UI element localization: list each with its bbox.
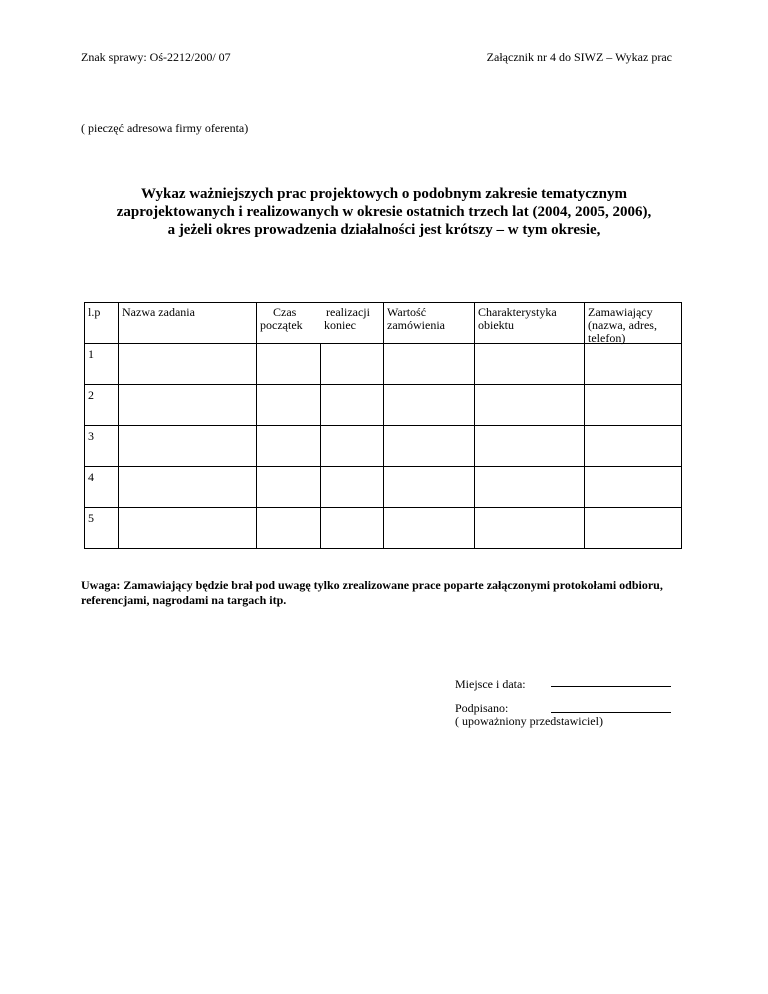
col-header-start: początek (260, 318, 303, 332)
col-header-task-name: Nazwa zadania (122, 305, 195, 319)
col-header-value (387, 306, 445, 332)
case-number: Znak sprawy: Oś-2212/200/ 07 (81, 50, 231, 64)
table-col-divider-time (320, 343, 321, 549)
attachment-label: Załącznik nr 4 do SIWZ – Wykaz prac (486, 50, 672, 64)
row-number: 4 (88, 470, 94, 484)
place-date-label: Miejsce i data: (455, 677, 526, 691)
col-header-char-line-2: obiektu (478, 318, 514, 332)
table-col-divider (118, 302, 119, 549)
col-header-value-line-2: zamówienia (387, 318, 445, 332)
company-stamp-label: ( pieczęć adresowa firmy oferenta) (81, 121, 249, 135)
title-line-1: Wykaz ważniejszych prac projektowych o podobnym zakresie tematycznym (141, 186, 627, 202)
title-line-3: a jeżeli okres prowadzenia działalności jest krótszy – w tym okresie, (167, 222, 601, 238)
col-header-value-line-1: Wartość (387, 305, 427, 319)
signature-line (551, 712, 671, 713)
signed-label: Podpisano: (455, 701, 509, 715)
row-number: 5 (88, 511, 94, 525)
table-border-left (84, 302, 85, 549)
table-border-right (681, 302, 682, 549)
col-header-characteristics (478, 306, 557, 332)
place-date-line (551, 686, 671, 687)
table-col-divider (256, 302, 257, 549)
row-number: 2 (88, 388, 94, 402)
col-header-client-line-3: telefon) (588, 331, 626, 345)
col-header-char-line-1: Charakterystyka (478, 305, 557, 319)
title-line-2: zaprojektowanych i realizowanych w okresie ostatnich trzech lat (2004, 2005, 2006), (116, 204, 652, 220)
table-col-divider (584, 302, 585, 549)
col-header-client-line-1: Zamawiający (588, 305, 653, 319)
table-col-divider (383, 302, 384, 549)
col-header-realization: realizacji (326, 305, 370, 319)
col-header-time: Czas (273, 305, 297, 319)
table-col-divider (474, 302, 475, 549)
col-header-client-line-2: (nazwa, adres, (588, 318, 657, 332)
note: Uwaga: Zamawiający będzie brał pod uwagę tylko zrealizowane prace poparte załączonymi protokołami odbioru, referencjami, nagrodami na targach itp. (81, 578, 663, 607)
col-header-client (588, 306, 657, 345)
col-header-lp: l.p (88, 305, 101, 319)
row-number: 3 (88, 429, 94, 443)
works-table (84, 302, 682, 549)
document-title (0, 185, 768, 239)
col-header-end: koniec (324, 318, 356, 332)
row-number: 1 (88, 347, 94, 361)
representative-label: ( upoważniony przedstawiciel) (455, 714, 603, 728)
